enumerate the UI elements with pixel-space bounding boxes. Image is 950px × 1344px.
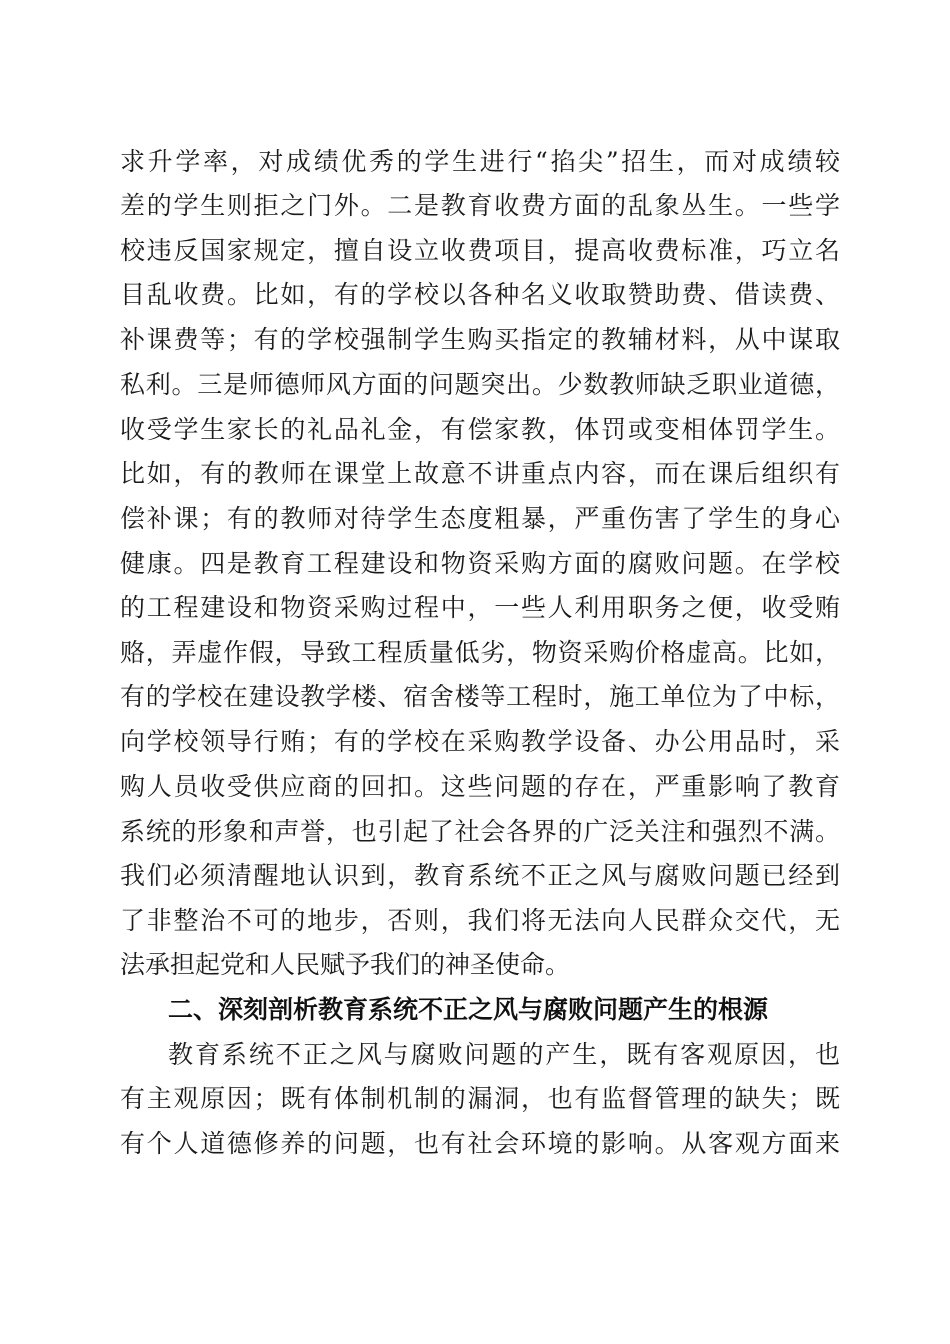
paragraph-1-line-18: 了非整治不可的地步，否则，我们将无法向人民群众交代，无 bbox=[120, 906, 840, 935]
paragraph-1-line-13: 有的学校在建设教学楼、宿舍楼等工程时，施工单位为了中标， bbox=[120, 682, 840, 711]
paragraph-1-line-6: 私利。三是师德师风方面的问题突出。少数教师缺乏职业道德， bbox=[120, 370, 840, 399]
paragraph-1-line-5: 补课费等；有的学校强制学生购买指定的教辅材料，从中谋取 bbox=[120, 325, 840, 354]
paragraph-1-line-1: 求升学率，对成绩优秀的学生进行“掐尖”招生，而对成绩较 bbox=[120, 147, 840, 176]
paragraph-1-line-12: 赂，弄虚作假，导致工程质量低劣，物资采购价格虚高。比如， bbox=[120, 638, 840, 667]
paragraph-1-line-4: 目乱收费。比如，有的学校以各种名义收取赞助费、借读费、 bbox=[120, 280, 840, 309]
paragraph-1-line-8: 比如，有的教师在课堂上故意不讲重点内容，而在课后组织有 bbox=[120, 459, 840, 488]
section-heading: 二、深刻剖析教育系统不正之风与腐败问题产生的根源 bbox=[168, 995, 769, 1024]
paragraph-1-line-11: 的工程建设和物资采购过程中，一些人利用职务之便，收受贿 bbox=[120, 593, 840, 622]
paragraph-1-line-7: 收受学生家长的礼品礼金，有偿家教，体罚或变相体罚学生。 bbox=[120, 415, 840, 444]
paragraph-1-line-2: 差的学生则拒之门外。二是教育收费方面的乱象丛生。一些学 bbox=[120, 191, 840, 220]
paragraph-2-line-3: 有个人道德修养的问题，也有社会环境的影响。从客观方面来 bbox=[120, 1129, 840, 1158]
paragraph-1-line-10: 健康。四是教育工程建设和物资采购方面的腐败问题。在学校 bbox=[120, 549, 840, 578]
paragraph-1-line-3: 校违反国家规定，擅自设立收费项目，提高收费标准，巧立名 bbox=[120, 236, 840, 265]
paragraph-2-line-1: 教育系统不正之风与腐败问题的产生，既有客观原因，也 bbox=[168, 1040, 840, 1069]
paragraph-1-line-14: 向学校领导行贿；有的学校在采购教学设备、办公用品时，采 bbox=[120, 727, 840, 756]
paragraph-1-line-19: 法承担起党和人民赋予我们的神圣使命。 bbox=[120, 950, 571, 979]
paragraph-1-line-9: 偿补课；有的教师对待学生态度粗暴，严重伤害了学生的身心 bbox=[120, 504, 840, 533]
paragraph-1-line-15: 购人员收受供应商的回扣。这些问题的存在，严重影响了教育 bbox=[120, 772, 840, 801]
paragraph-2-line-2: 有主观原因；既有体制机制的漏洞，也有监督管理的缺失；既 bbox=[120, 1084, 840, 1113]
paragraph-1-line-16: 系统的形象和声誉，也引起了社会各界的广泛关注和强烈不满。 bbox=[120, 817, 840, 846]
paragraph-1-line-17: 我们必须清醒地认识到，教育系统不正之风与腐败问题已经到 bbox=[120, 861, 840, 890]
